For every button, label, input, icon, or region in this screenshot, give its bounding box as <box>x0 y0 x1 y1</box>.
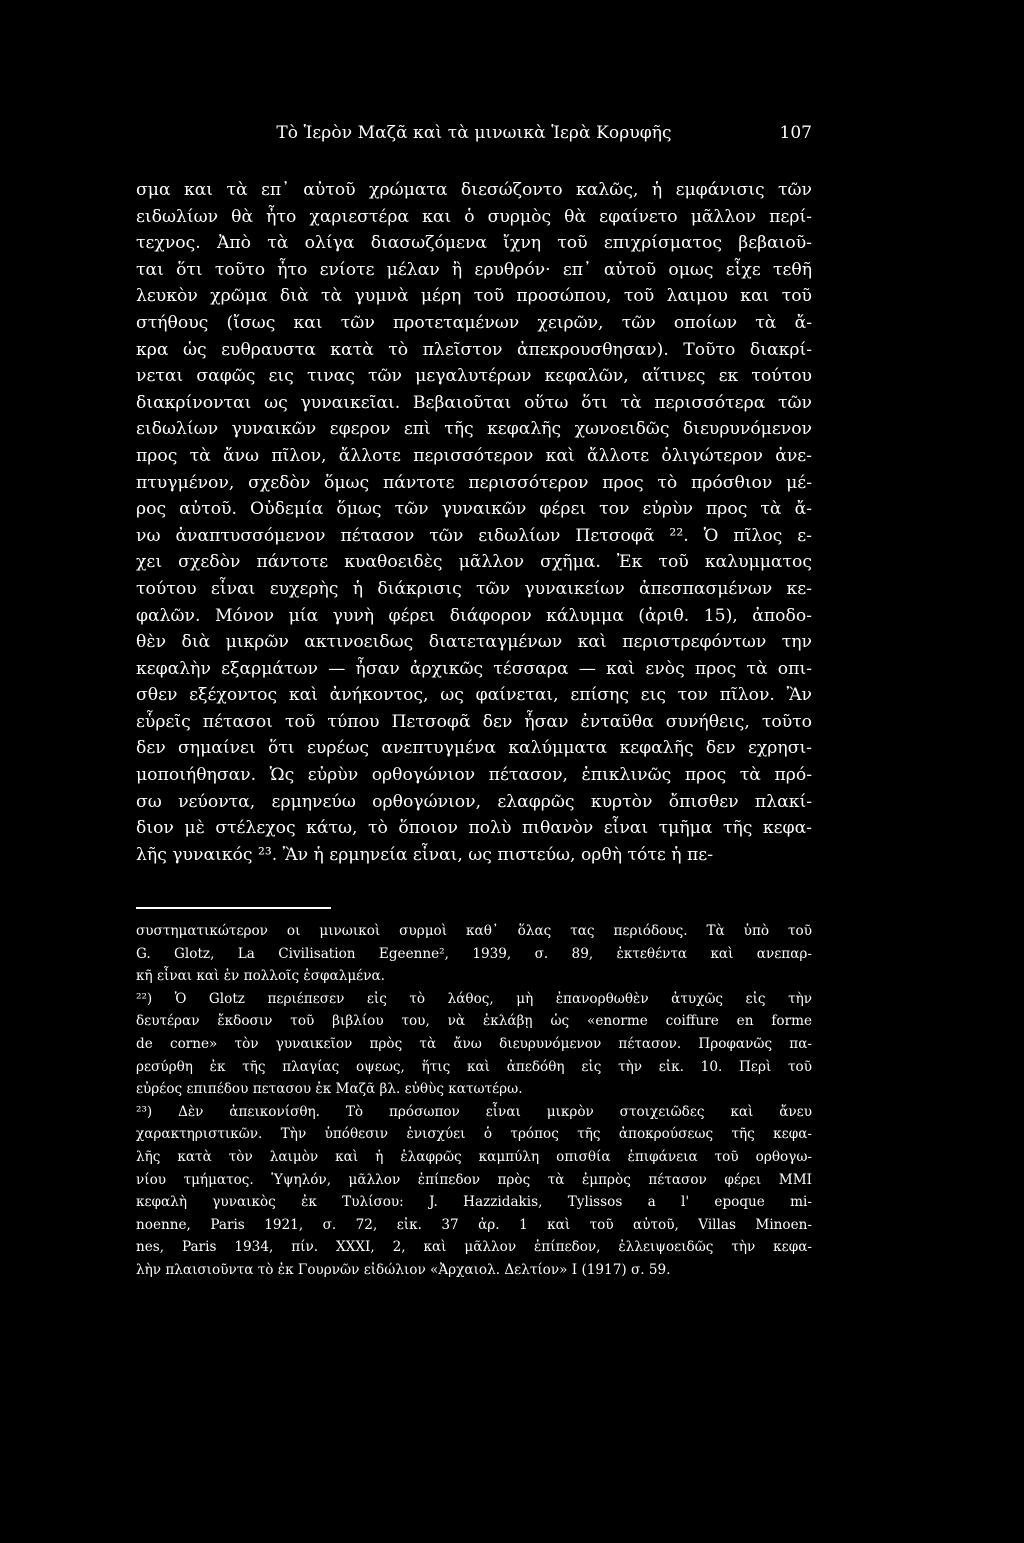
body-line: πτυγμένον, σχεδὸν ὅμως πάντοτε περισσότερον προς τὸ πρόσθιον μέ- <box>136 472 812 493</box>
footnote-line: ²²) Ὁ Glotz περιέπεσεν εἰς τὸ λάθος, μὴ ἐπανορθωθὲν ἀτυχῶς εἰς τὴν <box>136 990 812 1007</box>
footnote-line: δευτέραν ἔκδοσιν τοῦ βιβλίου του, νὰ ἐκλάβῃ ὡς «enorme coiffure en forme <box>136 1013 812 1030</box>
body-line: κεφαλὴν εξαρμάτων — ἦσαν ἀρχικῶς τέσσαρα — καὶ ενὸς προς τὰ οπι- <box>136 658 812 679</box>
body-line: δεν σημαίνει ὅτι ευρέως ανεπτυγμένα καλύμματα κεφαλῆς δεν εχρησι- <box>136 738 812 759</box>
body-line: λῆς γυναικός ²³. Ἂν ἡ ερμηνεία εἶναι, ως πιστεύω, ορθὴ τότε ἡ πε- <box>136 844 714 865</box>
footnotes <box>136 920 812 1282</box>
footnote-line: συστηματικώτερον οι μινωικοὶ συρμοὶ καθ᾿ ὅλας τας περιόδους. Τὰ ὑπὸ τοῦ <box>136 923 812 939</box>
body-line: διακρίνονται ως γυναικεῖαι. Βεβαιοῦται οὕτω ὅτι τὰ περισσότερα τῶν <box>136 392 812 413</box>
footnote-line: λὴν πλαισιοῦντα τὸ ἐκ Γουρνῶν εἰδώλιον «Ἀρχαιολ. Δελτίον» I (1917) σ. 59. <box>136 1261 671 1278</box>
running-title: Τὸ Ἱερὸν Μαζᾶ καὶ τὰ μινωικὰ Ἱερὰ Κορυφῆς <box>276 123 672 143</box>
body-line: ται ὅτι τοῦτο ἦτο ενίοτε μέλαν ἢ ερυθρόν· επ᾿ αὐτοῦ ομως εἶχε τεθῆ <box>136 259 812 280</box>
body-line: νεται σαφῶς εις τινας τῶν μεγαλυτέρων κεφαλῶν, αἵτινες εκ τούτου <box>136 366 812 387</box>
body-line: ρος αὐτοῦ. Οὐδεμία ὅμως τῶν γυναικῶν φέρει τον εὐρὺν προς τὰ ἄ- <box>136 499 812 520</box>
page-number: 107 <box>779 123 812 143</box>
footnote-line: κεφαλὴ γυναικὸς ἐκ Τυλίσου: J. Hazzidakis, Tylissos a l' epoque mi- <box>136 1194 812 1211</box>
footnote-line: ²³) Δὲν ἀπεικονίσθη. Τὸ πρόσωπον εἶναι μικρὸν στοιχειῶδες καὶ ἄνευ <box>136 1103 812 1120</box>
footnote-line: χαρακτηριστικῶν. Τὴν ὑπόθεσιν ἐνισχύει ὁ τρόπος τῆς ἀποκρούσεως τῆς κεφα- <box>136 1126 812 1143</box>
footnote-line: νίου τμήματος. Ὑψηλόν, μᾶλλον ἐπίπεδον πρὸς τὰ ἐμπρὸς πέτασον φέρει MMI <box>136 1171 812 1188</box>
body-line: στήθους (ἴσως και τῶν προτεταμένων χειρῶν, τῶν οποίων τὰ ἄ- <box>136 312 812 333</box>
footnote-line: λῆς κατὰ τὸν λαιμὸν καὶ ἡ ἐλαφρῶς καμπύλη οπισθία ἐπιφάνεια τοῦ ορθογω- <box>136 1148 812 1165</box>
body-line: λευκὸν χρῶμα διὰ τὰ γυμνὰ μέρη τοῦ προσώπου, τοῦ λαιμου και τοῦ <box>136 286 812 307</box>
footnote-line: ρεσύρθη ἐκ τῆς πλαγίας οψεως, ἥτις καὶ ἀπεδόθη εἰς τὴν εἰκ. 10. Περὶ τοῦ <box>136 1058 812 1075</box>
footnote-line: noenne, Paris 1921, σ. 72, εἰκ. 37 ἀρ. 1 καὶ τοῦ αὐτοῦ, Villas Minoen- <box>136 1216 812 1233</box>
footnote-line: nes, Paris 1934, πίν. XXXI, 2, καὶ μᾶλλον ἐπίπεδον, ἐλλειψοειδῶς τὴν κεφα- <box>136 1239 812 1256</box>
footnote-line: G. Glotz, La Civilisation Egeenne², 1939, σ. 89, ἐκτεθέντα καὶ ανεπαρ- <box>136 945 812 962</box>
body-line: μοποιήθησαν. Ὡς εὐρὺν ορθογώνιον πέτασον, ἐπικλινῶς προς τὰ πρό- <box>136 765 812 786</box>
body-line: διον μὲ στέλεχος κάτω, τὸ ὅποιον πολὺ πιθανὸν εἶναι τμῆμα τῆς κεφα- <box>136 818 812 839</box>
footnote-divider <box>136 907 331 909</box>
running-head <box>136 118 812 148</box>
body-line: θὲν διὰ μικρῶν ακτινοειδως διατεταγμένων καὶ περιστρεφόντων την <box>136 632 812 653</box>
body-line: σω νεύοντα, ερμηνεύω ορθογώνιον, ελαφρῶς κυρτὸν ὄπισθεν πλακί- <box>136 791 812 812</box>
body-text <box>136 177 812 868</box>
body-line: τεχνος. Ἀπὸ τὰ ολίγα διασωζόμενα ἴχνη τοῦ επιχρίσματος βεβαιοῦ- <box>136 233 812 254</box>
body-line: προς τὰ ἄνω πῖλον, ἄλλοτε περισσότερον καὶ ἄλλοτε ὀλιγώτερον ἀνε- <box>136 445 812 466</box>
body-line: τούτου εἶναι ευχερὴς ἡ διάκρισις τῶν γυναικείων ἀπεσπασμένων κε- <box>136 578 812 599</box>
body-line: κρα ὡς ευθραυστα κατὰ τὸ πλεῖστον ἀπεκρουσθησαν). Τοῦτο διακρί- <box>136 339 812 360</box>
body-line: σμα και τὰ επ᾿ αὐτοῦ χρώματα διεσώζοντο καλῶς, ἡ εμφάνισις τῶν <box>136 180 812 200</box>
body-line: νω ἀναπτυσσόμενον πέτασον τῶν ειδωλίων Πετσοφᾶ ²². Ὁ πῖλος ε- <box>136 525 812 546</box>
body-line: σθεν εξέχοντος καὶ ἀνήκοντος, ως φαίνεται, επίσης εις τον πῖλον. Ἂν <box>136 685 812 706</box>
body-line: ειδωλίων γυναικῶν εφερον επὶ τῆς κεφαλῆς χωνοειδῶς διευρυνόμενον <box>136 419 812 440</box>
footnote-line: εὐρέος επιπέδου πετασου ἐκ Μαζᾶ βλ. εὐθὺς κατωτέρω. <box>136 1081 523 1098</box>
footnote-line: κῆ εἶναι καὶ ἐν πολλοῖς ἐσφαλμένα. <box>136 968 385 985</box>
body-line: φαλῶν. Μόνον μία γυνὴ φέρει διάφορον κάλυμμα (ἀριθ. 15), ἀποδο- <box>136 605 812 626</box>
body-line: χει σχεδὸν πάντοτε κυαθοειδὲς μᾶλλον σχῆμα. Ἐκ τοῦ καλυμματος <box>136 552 812 573</box>
body-line: ειδωλίων θὰ ἦτο χαριεστέρα και ὁ συρμὸς θὰ εφαίνετο μᾶλλον περί- <box>136 206 812 227</box>
footnote-line: de corne» τὸν γυναικεῖον πρὸς τὰ ἄνω διευρυνόμενον πέτασον. Προφανῶς πα- <box>136 1035 812 1052</box>
body-line: εὗρεῖς πέτασοι τοῦ τύπου Πετσοφᾶ δεν ἦσαν ἐνταῦθα συνήθεις, τοῦτο <box>136 711 812 732</box>
